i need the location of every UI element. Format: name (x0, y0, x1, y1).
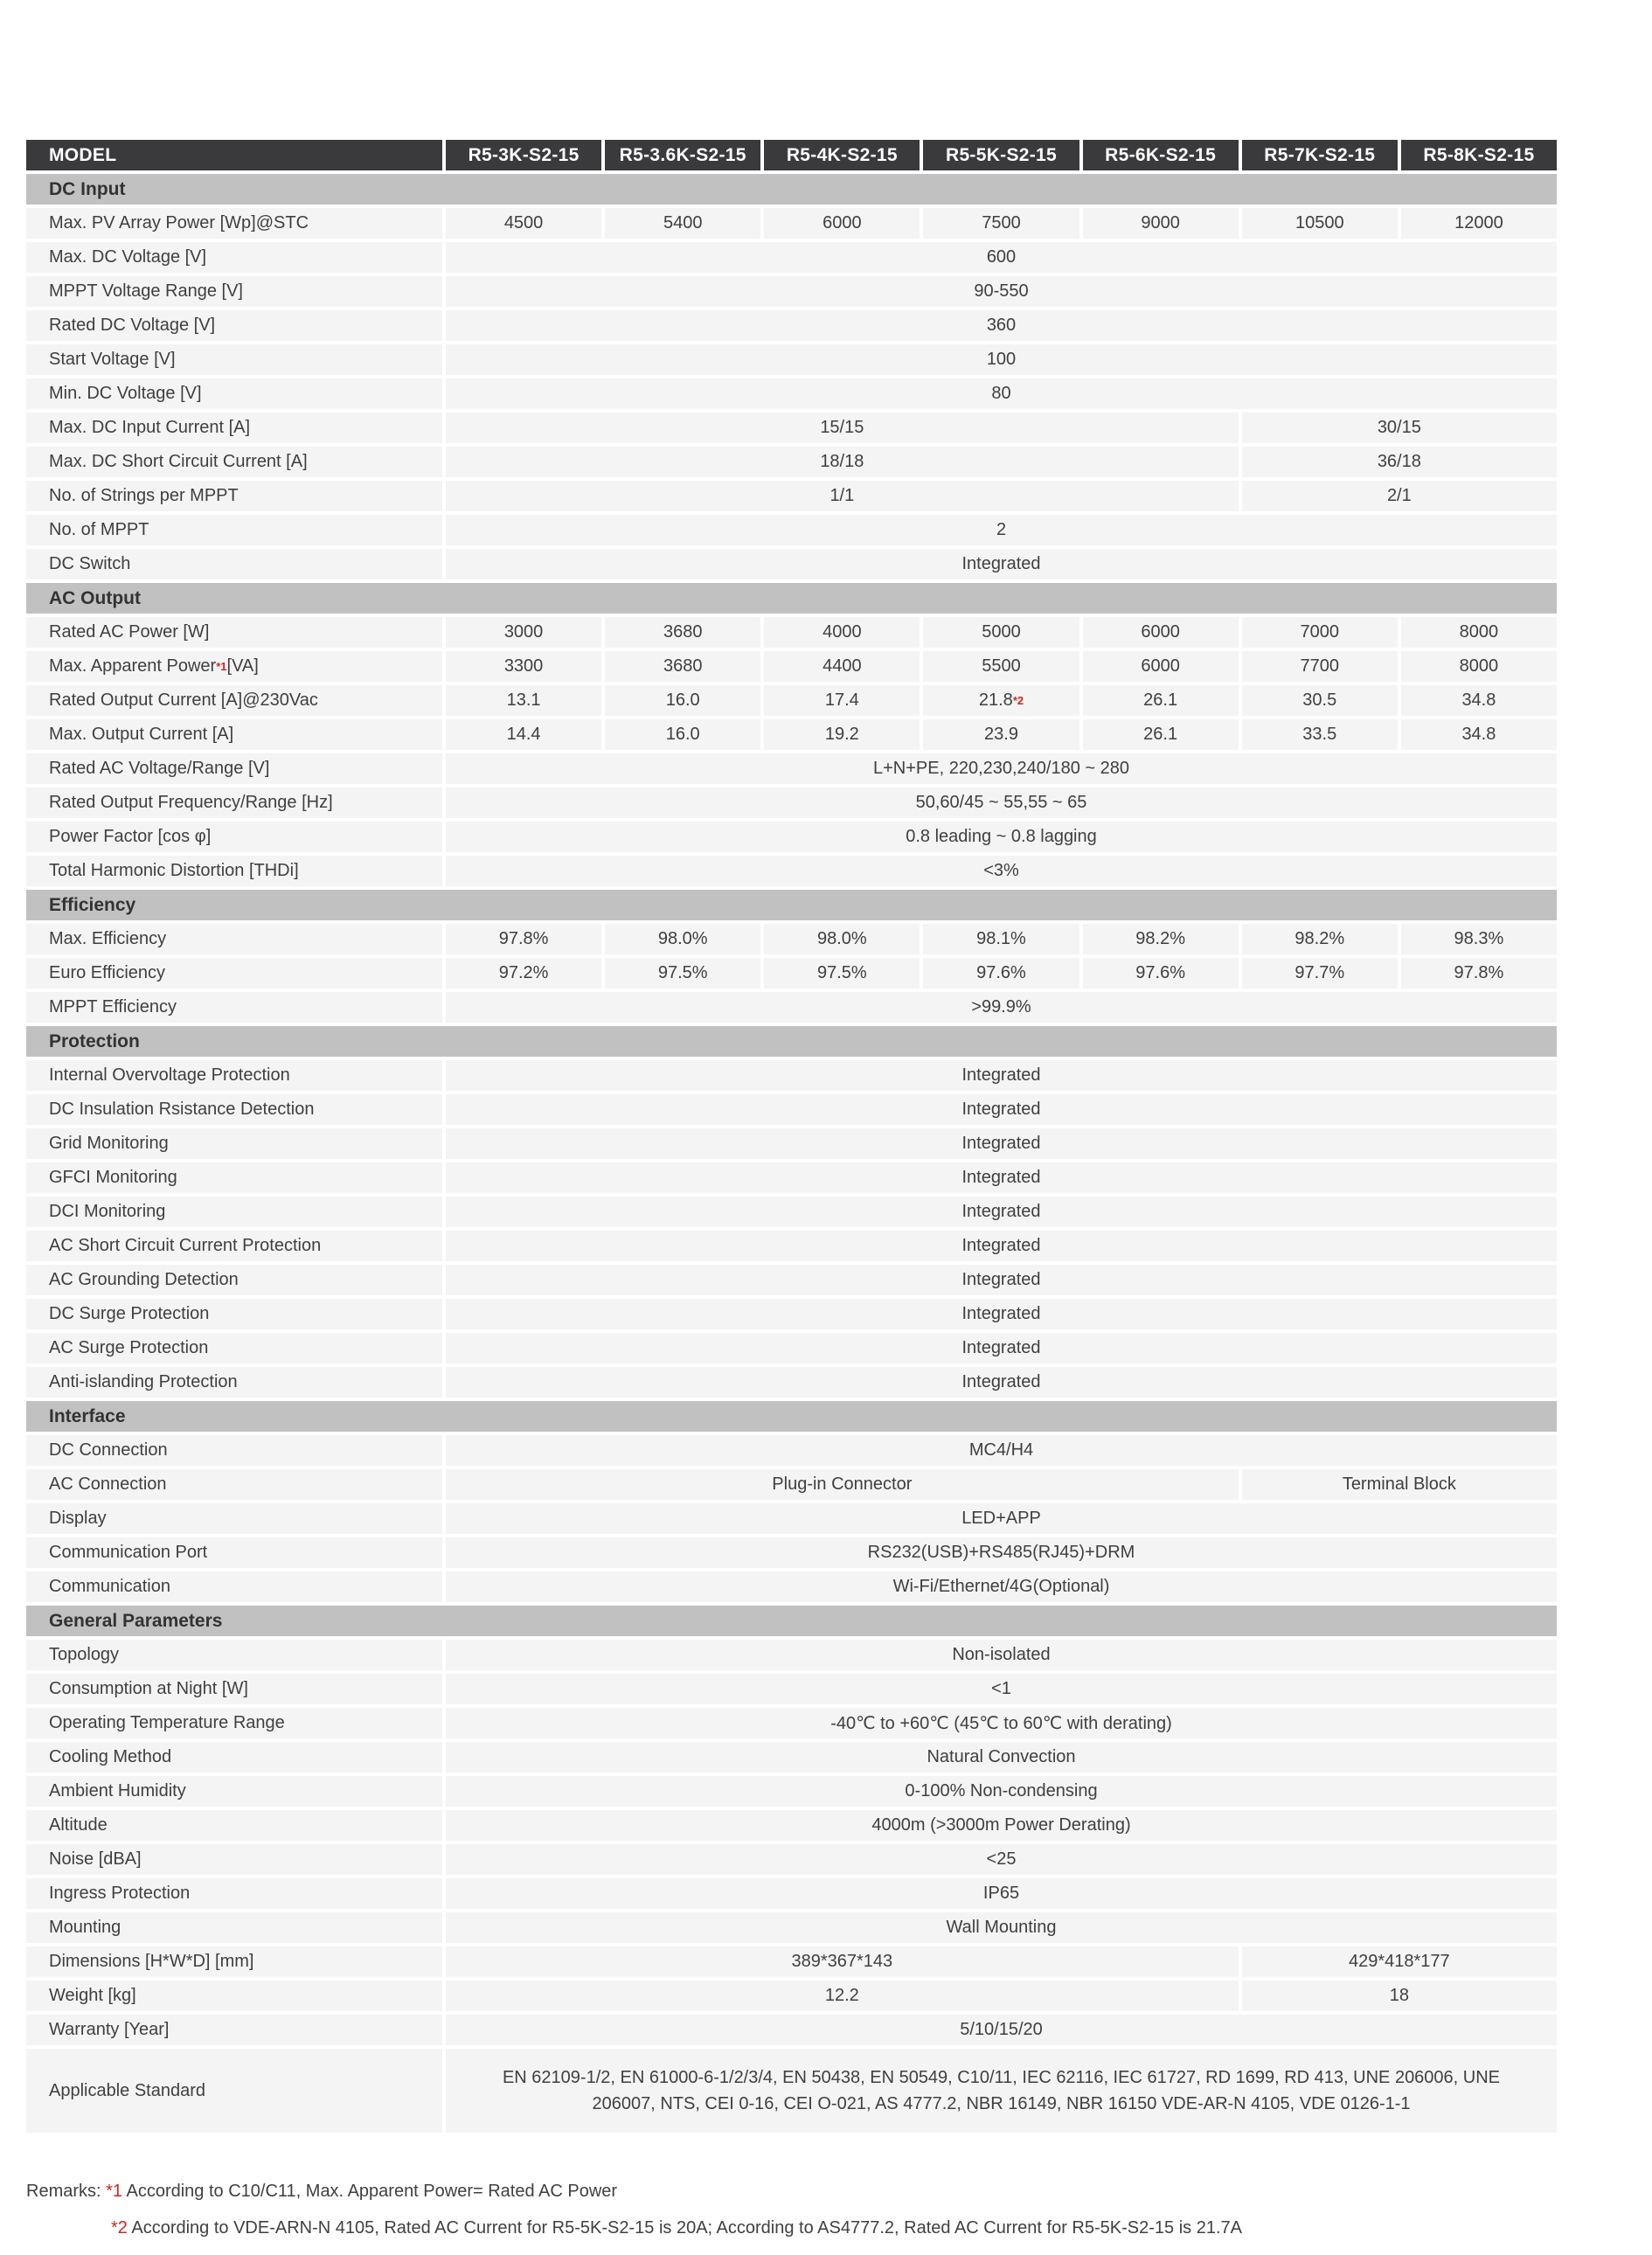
spec-row (26, 719, 1557, 750)
spec-row (26, 617, 1557, 648)
row-label: Max. DC Short Circuit Current [A] (26, 447, 442, 477)
model-name-cell: R5-3.6K-S2-15 (605, 140, 760, 170)
spec-cell: 360 (446, 310, 1557, 341)
spec-cell: 3680 (605, 617, 760, 648)
spec-cell: 10500 (1242, 208, 1398, 239)
model-name-cell: R5-8K-S2-15 (1401, 140, 1557, 170)
row-label: AC Short Circuit Current Protection (26, 1231, 442, 1261)
spec-cell: 4500 (446, 208, 601, 239)
spec-cell: MC4/H4 (446, 1435, 1557, 1466)
section-header: AC Output (26, 583, 1557, 614)
spec-row (26, 378, 1557, 409)
model-header-label: MODEL (26, 140, 442, 170)
spec-row (26, 1435, 1557, 1466)
spec-cell: 97.8% (1401, 958, 1557, 989)
spec-cell: LED+APP (446, 1503, 1557, 1534)
row-label: Noise [dBA] (26, 1844, 442, 1875)
spec-cell: Wi-Fi/Ethernet/4G(Optional) (446, 1572, 1557, 1602)
section-header: General Parameters (26, 1606, 1557, 1636)
remark-line-2 (26, 2218, 1242, 2238)
spec-cell: 8000 (1401, 617, 1557, 648)
row-label: Rated DC Voltage [V] (26, 310, 442, 341)
row-label: AC Surge Protection (26, 1333, 442, 1363)
spec-table (26, 140, 1557, 2133)
spec-cell: 98.0% (764, 924, 920, 954)
row-label: DCI Monitoring (26, 1197, 442, 1227)
model-name-cell: R5-5K-S2-15 (923, 140, 1079, 170)
spec-row (26, 1674, 1557, 1704)
spec-cell: Integrated (446, 1299, 1557, 1329)
spec-cell: 389*367*143 (446, 1946, 1239, 1977)
spec-row (26, 1640, 1557, 1670)
row-label: Display (26, 1503, 442, 1534)
spec-cell: 7000 (1242, 617, 1398, 648)
spec-row (26, 1128, 1557, 1159)
spec-row (26, 753, 1557, 784)
spec-cell: 4000 (764, 617, 920, 648)
spec-row (26, 1742, 1557, 1773)
spec-cell: <1 (446, 1674, 1557, 1704)
row-label: Altitude (26, 1810, 442, 1841)
spec-cell: 80 (446, 378, 1557, 409)
row-label: Power Factor [cos φ] (26, 822, 442, 852)
spec-row (26, 447, 1557, 477)
spec-cell: 6000 (1083, 617, 1239, 648)
spec-cell: Integrated (446, 1094, 1557, 1125)
spec-cell: Integrated (446, 1265, 1557, 1295)
row-label: AC Connection (26, 1469, 442, 1500)
model-name-cell: R5-6K-S2-15 (1083, 140, 1239, 170)
spec-row (26, 958, 1557, 989)
spec-cell: 97.5% (764, 958, 920, 989)
model-name-cell: R5-3K-S2-15 (446, 140, 601, 170)
spec-cell: 36/18 (1242, 447, 1557, 477)
spec-row (26, 1197, 1557, 1227)
spec-cell: Integrated (446, 549, 1557, 579)
spec-cell: 30.5 (1242, 685, 1398, 716)
spec-cell: 98.2% (1083, 924, 1239, 954)
remark-text-1: According to C10/C11, Max. Apparent Power= Rated AC Power (122, 2182, 618, 2201)
spec-cell: 14.4 (446, 719, 601, 750)
spec-cell: 16.0 (605, 719, 760, 750)
spec-cell: 2 (446, 515, 1557, 545)
spec-row (26, 1981, 1557, 2011)
row-label: DC Insulation Rsistance Detection (26, 1094, 442, 1125)
spec-cell: 0-100% Non-condensing (446, 1776, 1557, 1807)
spec-cell: L+N+PE, 220,230,240/180 ~ 280 (446, 753, 1557, 784)
spec-cell: Integrated (446, 1128, 1557, 1159)
spec-cell: <3% (446, 856, 1557, 886)
spec-cell: 5500 (923, 651, 1079, 682)
row-label: Max. Efficiency (26, 924, 442, 954)
spec-cell: >99.9% (446, 992, 1557, 1023)
spec-cell: 97.2% (446, 958, 601, 989)
row-label: Euro Efficiency (26, 958, 442, 989)
row-label: Ambient Humidity (26, 1776, 442, 1807)
spec-cell: 13.1 (446, 685, 601, 716)
spec-cell: 4400 (764, 651, 920, 682)
spec-row (26, 1912, 1557, 1943)
spec-row (26, 1572, 1557, 1602)
spec-row (26, 1162, 1557, 1193)
spec-cell: IP65 (446, 1878, 1557, 1909)
spec-cell: Integrated (446, 1367, 1557, 1398)
spec-cell: Plug-in Connector (446, 1469, 1239, 1500)
spec-cell: 6000 (1083, 651, 1239, 682)
spec-cell: 9000 (1083, 208, 1239, 239)
spec-cell: 19.2 (764, 719, 920, 750)
spec-row (26, 856, 1557, 886)
remarks-prefix: Remarks: (26, 2182, 107, 2201)
spec-cell: 97.5% (605, 958, 760, 989)
spec-cell: 23.9 (923, 719, 1079, 750)
spec-cell: -40℃ to +60℃ (45℃ to 60℃ with derating) (446, 1708, 1557, 1738)
row-label: Rated Output Current [A]@230Vac (26, 685, 442, 716)
spec-cell: 97.6% (1083, 958, 1239, 989)
spec-cell: 30/15 (1242, 413, 1557, 443)
spec-cell: 4000m (>3000m Power Derating) (446, 1810, 1557, 1841)
section-header: Interface (26, 1401, 1557, 1432)
row-label: Total Harmonic Distortion [THDi] (26, 856, 442, 886)
model-name-cell: R5-4K-S2-15 (764, 140, 920, 170)
section-header: Protection (26, 1026, 1557, 1057)
spec-row (26, 924, 1557, 954)
spec-cell: 18 (1242, 1981, 1557, 2011)
spec-row (26, 1708, 1557, 1738)
row-label: Anti-islanding Protection (26, 1367, 442, 1398)
row-label: MPPT Efficiency (26, 992, 442, 1023)
row-label: DC Connection (26, 1435, 442, 1466)
row-label: Communication (26, 1572, 442, 1602)
remark-marker-2: *2 (111, 2218, 128, 2238)
spec-row (26, 1299, 1557, 1329)
spec-row (26, 344, 1557, 375)
row-label: Grid Monitoring (26, 1128, 442, 1159)
spec-cell: 12.2 (446, 1981, 1239, 2011)
spec-cell: 5400 (605, 208, 760, 239)
row-label: Dimensions [H*W*D] [mm] (26, 1946, 442, 1977)
spec-row (26, 788, 1557, 818)
spec-cell: 429*418*177 (1242, 1946, 1557, 1977)
spec-row (26, 2015, 1557, 2045)
row-label: Start Voltage [V] (26, 344, 442, 375)
row-label: GFCI Monitoring (26, 1162, 442, 1193)
section-header: DC Input (26, 174, 1557, 205)
spec-cell: 3000 (446, 617, 601, 648)
spec-cell: 98.3% (1401, 924, 1557, 954)
row-label: Communication Port (26, 1537, 442, 1568)
spec-row (26, 310, 1557, 341)
model-name-cell: R5-7K-S2-15 (1242, 140, 1398, 170)
spec-row (26, 242, 1557, 273)
row-label: Rated AC Voltage/Range [V] (26, 753, 442, 784)
spec-row (26, 481, 1557, 511)
row-label: Max. PV Array Power [Wp]@STC (26, 208, 442, 239)
remarks (26, 2182, 1242, 2255)
row-label: Consumption at Night [W] (26, 1674, 442, 1704)
spec-row (26, 1844, 1557, 1875)
spec-cell: 18/18 (446, 447, 1239, 477)
spec-row (26, 1231, 1557, 1261)
row-label: Ingress Protection (26, 1878, 442, 1909)
spec-cell: Natural Convection (446, 1742, 1557, 1773)
row-label: AC Grounding Detection (26, 1265, 442, 1295)
spec-cell: 21.8 *2 (923, 685, 1079, 716)
spec-row (26, 1946, 1557, 1977)
row-label: Max. Apparent Power *1 [VA] (26, 651, 442, 682)
row-label: Min. DC Voltage [V] (26, 378, 442, 409)
row-label: Warranty [Year] (26, 2015, 442, 2045)
spec-cell: 17.4 (764, 685, 920, 716)
spec-cell: 6000 (764, 208, 920, 239)
spec-cell: 33.5 (1242, 719, 1398, 750)
remark-marker-1: *1 (106, 2182, 123, 2201)
spec-row (26, 2049, 1557, 2133)
spec-cell: 3300 (446, 651, 601, 682)
spec-cell: 600 (446, 242, 1557, 273)
spec-cell: 1/1 (446, 481, 1239, 511)
remark-text-2: According to VDE-ARN-N 4105, Rated AC Current for R5-5K-S2-15 is 20A; According to AS4777.2, Rated AC Current for R5-5K-S2-15 is 21.7A (127, 2218, 1242, 2238)
row-label: DC Switch (26, 549, 442, 579)
spec-row (26, 1367, 1557, 1398)
spec-cell: EN 62109-1/2, EN 61000-6-1/2/3/4, EN 50438, EN 50549, C10/11, IEC 62116, IEC 61727, RD 1699, RD 413, UNE 206006, UNE 206007, NTS, CEI 0-16, CEI O-021, AS 4777.2, NBR 16149, NBR 16150 VDE-AR-N 4105, VDE 0126-1-1 (446, 2049, 1557, 2133)
section-header: Efficiency (26, 890, 1557, 920)
spec-row (26, 276, 1557, 307)
spec-cell: 97.6% (923, 958, 1079, 989)
spec-cell: 98.0% (605, 924, 760, 954)
spec-row (26, 1878, 1557, 1909)
row-label: Topology (26, 1640, 442, 1670)
row-label: Max. DC Input Current [A] (26, 413, 442, 443)
spec-cell: 26.1 (1083, 685, 1239, 716)
row-label: Internal Overvoltage Protection (26, 1060, 442, 1091)
row-label: Rated AC Power [W] (26, 617, 442, 648)
spec-cell: 8000 (1401, 651, 1557, 682)
spec-cell: 12000 (1401, 208, 1557, 239)
spec-cell: Integrated (446, 1162, 1557, 1193)
spec-row (26, 1537, 1557, 1568)
spec-row (26, 1265, 1557, 1295)
spec-cell: 97.8% (446, 924, 601, 954)
spec-cell: 26.1 (1083, 719, 1239, 750)
spec-row (26, 208, 1557, 239)
row-label: Applicable Standard (26, 2049, 442, 2133)
row-label: Max. DC Voltage [V] (26, 242, 442, 273)
spec-cell: 98.2% (1242, 924, 1398, 954)
spec-row (26, 1094, 1557, 1125)
spec-row (26, 1469, 1557, 1500)
row-label: Operating Temperature Range (26, 1708, 442, 1738)
row-label: No. of MPPT (26, 515, 442, 545)
spec-row (26, 1060, 1557, 1091)
spec-cell: 15/15 (446, 413, 1239, 443)
spec-cell: RS232(USB)+RS485(RJ45)+DRM (446, 1537, 1557, 1568)
spec-row (26, 1810, 1557, 1841)
spec-cell: <25 (446, 1844, 1557, 1875)
spec-cell: Integrated (446, 1197, 1557, 1227)
spec-row (26, 549, 1557, 579)
row-label: DC Surge Protection (26, 1299, 442, 1329)
spec-row (26, 515, 1557, 545)
row-label: Cooling Method (26, 1742, 442, 1773)
spec-row (26, 413, 1557, 443)
row-label: MPPT Voltage Range [V] (26, 276, 442, 307)
spec-cell: 34.8 (1401, 685, 1557, 716)
spec-cell: 50,60/45 ~ 55,55 ~ 65 (446, 788, 1557, 818)
spec-cell: Integrated (446, 1333, 1557, 1363)
spec-cell: 97.7% (1242, 958, 1398, 989)
spec-row (26, 992, 1557, 1023)
spec-row (26, 1333, 1557, 1363)
spec-cell: 5000 (923, 617, 1079, 648)
spec-cell: Integrated (446, 1060, 1557, 1091)
spec-cell: 100 (446, 344, 1557, 375)
spec-cell: 5/10/15/20 (446, 2015, 1557, 2045)
spec-cell: 16.0 (605, 685, 760, 716)
spec-row (26, 685, 1557, 716)
spec-cell: 3680 (605, 651, 760, 682)
spec-cell: Integrated (446, 1231, 1557, 1261)
row-label: Weight [kg] (26, 1981, 442, 2011)
spec-cell: 7500 (923, 208, 1079, 239)
spec-cell: 0.8 leading ~ 0.8 lagging (446, 822, 1557, 852)
spec-cell: Wall Mounting (446, 1912, 1557, 1943)
spec-cell: 2/1 (1242, 481, 1557, 511)
spec-cell: 90-550 (446, 276, 1557, 307)
spec-cell: Non-isolated (446, 1640, 1557, 1670)
spec-cell: 34.8 (1401, 719, 1557, 750)
row-label: Max. Output Current [A] (26, 719, 442, 750)
remark-line-1 (26, 2182, 1242, 2202)
spec-cell: Terminal Block (1242, 1469, 1557, 1500)
spec-row (26, 1776, 1557, 1807)
row-label: No. of Strings per MPPT (26, 481, 442, 511)
spec-cell: 7700 (1242, 651, 1398, 682)
spec-row (26, 822, 1557, 852)
model-header-row (26, 140, 1557, 170)
spec-cell: 98.1% (923, 924, 1079, 954)
spec-row (26, 651, 1557, 682)
row-label: Rated Output Frequency/Range [Hz] (26, 788, 442, 818)
row-label: Mounting (26, 1912, 442, 1943)
spec-row (26, 1503, 1557, 1534)
